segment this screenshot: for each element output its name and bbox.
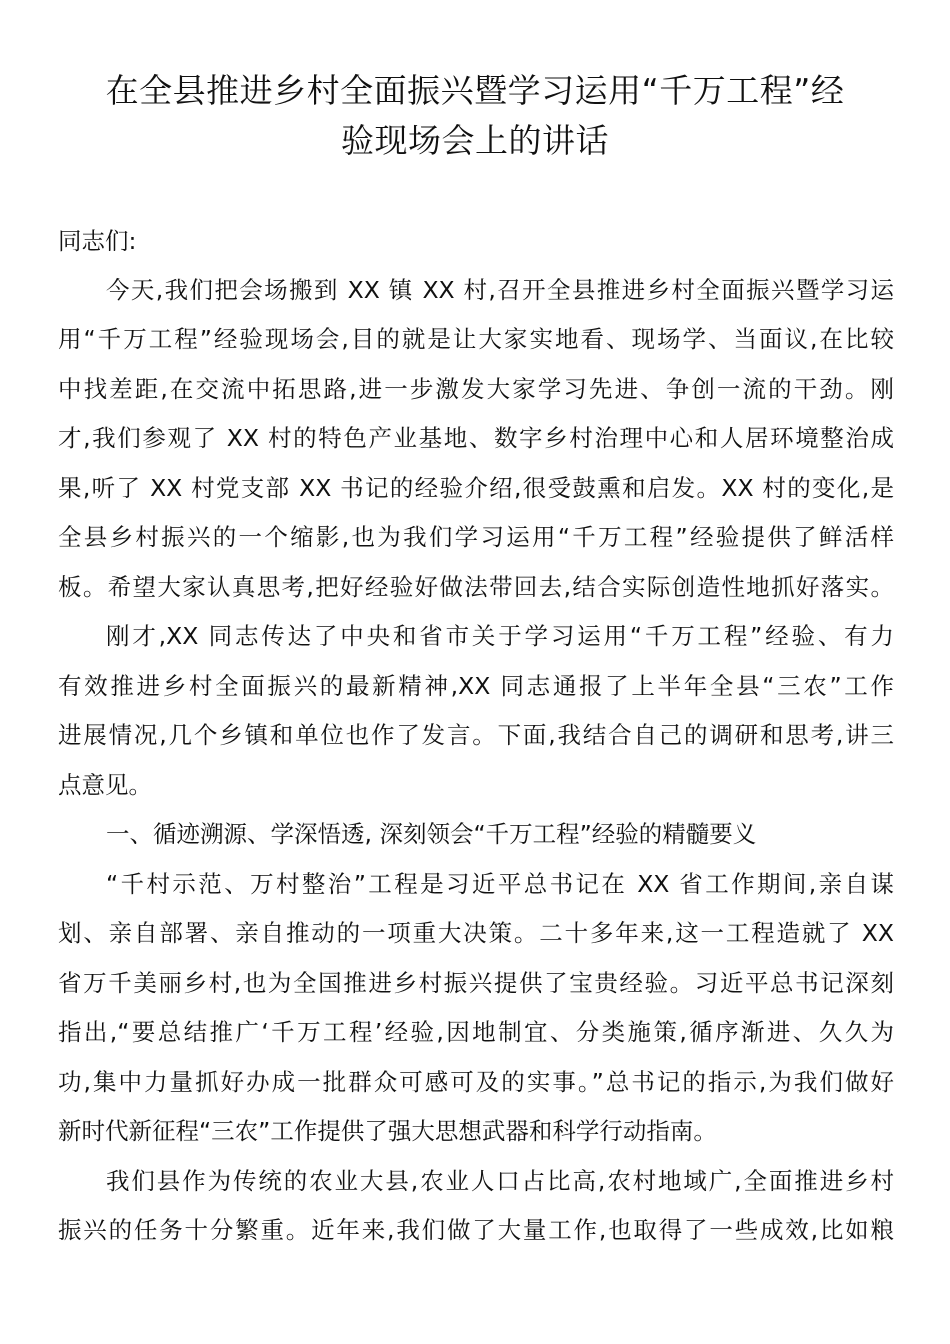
paragraph-3-line-4: 指出,“要总结推广‘千万工程’经验,因地制宜、分类施策,循序渐进、久久为	[58, 1018, 894, 1046]
title-line-2: 验现场会上的讲话	[341, 121, 609, 160]
salutation: 同志们:	[58, 227, 137, 255]
paragraph-3-line-3: 省万千美丽乡村,也为全国推进乡村振兴提供了宝贵经验。习近平总书记深刻	[58, 969, 894, 997]
document-title	[60, 66, 890, 166]
paragraph-3-line-2: 划、亲自部署、亲自推动的一项重大决策。二十多年来,这一工程造就了 XX	[58, 919, 894, 947]
paragraph-3-line-6: 新时代新征程“三农”工作提供了强大思想武器和科学行动指南。	[58, 1117, 717, 1145]
title-line-1: 在全县推进乡村全面振兴暨学习运用“千万工程”经	[105, 71, 845, 110]
paragraph-2-line-1: 刚才,XX 同志传达了中央和省市关于学习运用“千万工程”经验、有力	[106, 622, 894, 650]
paragraph-3-line-1: “千村示范、万村整治”工程是习近平总书记在 XX 省工作期间,亲自谋	[106, 870, 894, 898]
paragraph-1-line-7: 板。希望大家认真思考,把好经验好做法带回去,结合实际创造性地抓好落实。	[58, 573, 894, 601]
paragraph-1-line-1: 今天,我们把会场搬到 XX 镇 XX 村,召开全县推进乡村全面振兴暨学习运	[106, 276, 894, 304]
paragraph-1-line-4: 才,我们参观了 XX 村的特色产业基地、数字乡村治理中心和人居环境整治成	[58, 424, 894, 452]
paragraph-4-line-2: 振兴的任务十分繁重。近年来,我们做了大量工作,也取得了一些成效,比如粮	[58, 1216, 894, 1244]
paragraph-1-line-2: 用“千万工程”经验现场会,目的就是让大家实地看、现场学、当面议,在比较	[58, 325, 894, 353]
paragraph-3-line-5: 功,集中力量抓好办成一批群众可感可及的实事。”总书记的指示,为我们做好	[58, 1068, 894, 1096]
paragraph-1-line-3: 中找差距,在交流中拓思路,进一步激发大家学习先进、争创一流的干劲。刚	[58, 375, 894, 403]
section-heading-1: 一、循迹溯源、学深悟透, 深刻领会“千万工程”经验的精髓要义	[106, 820, 757, 848]
paragraph-2-line-4: 点意见。	[58, 771, 152, 799]
paragraph-4-line-1: 我们县作为传统的农业大县,农业人口占比高,农村地域广,全面推进乡村	[106, 1167, 894, 1195]
paragraph-2-line-3: 进展情况,几个乡镇和单位也作了发言。下面,我结合自己的调研和思考,讲三	[58, 721, 894, 749]
paragraph-1-line-6: 全县乡村振兴的一个缩影,也为我们学习运用“千万工程”经验提供了鲜活样	[58, 523, 894, 551]
paragraph-1-line-5: 果,听了 XX 村党支部 XX 书记的经验介绍,很受鼓熏和启发。XX 村的变化,是	[58, 474, 894, 502]
paragraph-2-line-2: 有效推进乡村全面振兴的最新精神,XX 同志通报了上半年全县“三农”工作	[58, 672, 894, 700]
